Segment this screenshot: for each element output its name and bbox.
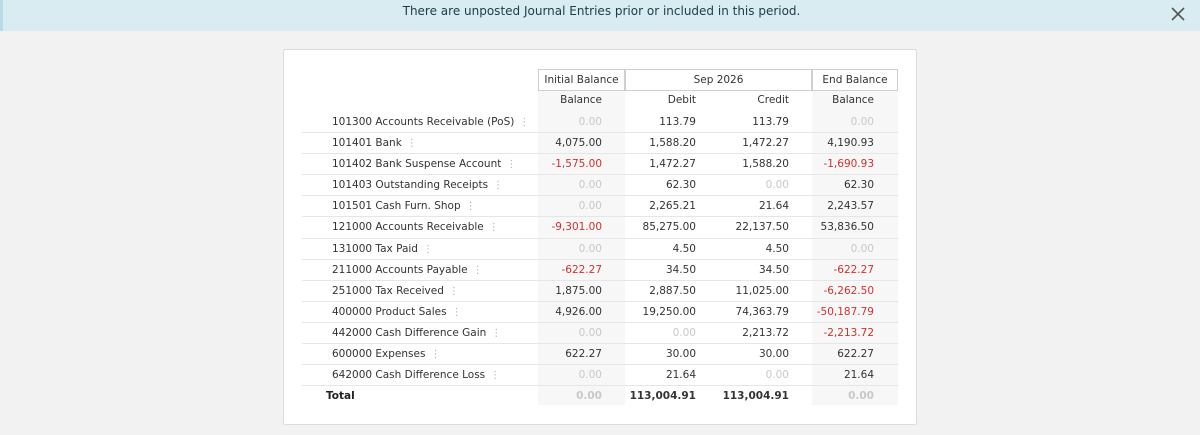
initial-balance-value[interactable]: 0.00	[578, 369, 602, 382]
account-label: 121000 Accounts Receivable	[332, 221, 484, 234]
account-label: 442000 Cash Difference Gain	[332, 326, 487, 339]
total-credit: 113,004.91	[722, 390, 789, 403]
header-initial-balance: Initial Balance	[538, 69, 625, 91]
table-row	[302, 344, 898, 365]
account-name[interactable]	[332, 217, 499, 238]
initial-balance-value[interactable]: 4,926.00	[555, 305, 602, 318]
account-label: 101300 Accounts Receivable (PoS)	[332, 116, 515, 128]
row-options-icon[interactable]: ⋮	[488, 222, 499, 234]
unposted-entries-alert	[0, 0, 1200, 31]
row-options-icon[interactable]: ⋮	[465, 201, 476, 213]
initial-balance-value[interactable]: 0.00	[578, 242, 602, 255]
account-label: 101401 Bank	[332, 137, 402, 150]
end-balance-value[interactable]: 21.64	[843, 369, 874, 382]
credit-value[interactable]: 34.50	[758, 263, 789, 276]
credit-value[interactable]: 22,137.50	[735, 221, 789, 234]
account-label: 600000 Expenses	[332, 348, 426, 361]
table-row	[302, 133, 898, 154]
credit-value[interactable]: 74,363.79	[735, 305, 789, 318]
subheader-initial-balance: Balance	[560, 94, 602, 106]
account-label: 101403 Outstanding Receipts	[332, 179, 489, 192]
subheader-debit: Debit	[667, 94, 696, 106]
account-label: 101501 Cash Furn. Shop	[332, 200, 461, 213]
account-label: 211000 Accounts Payable	[332, 263, 468, 276]
row-options-icon[interactable]: ⋮	[506, 159, 517, 171]
account-name[interactable]	[332, 344, 440, 365]
account-name[interactable]	[332, 323, 501, 344]
account-name[interactable]	[332, 365, 500, 386]
account-label: 101402 Bank Suspense Account	[332, 158, 502, 171]
debit-value[interactable]: 113.79	[659, 116, 696, 128]
debit-value[interactable]: 34.50	[665, 263, 696, 276]
initial-balance-value[interactable]: 0.00	[578, 200, 602, 213]
debit-value[interactable]: 21.64	[665, 369, 696, 382]
row-options-icon[interactable]: ⋮	[406, 138, 417, 150]
credit-value[interactable]: 113.79	[752, 116, 789, 128]
row-options-icon[interactable]: ⋮	[451, 306, 462, 318]
debit-value[interactable]: 4.50	[672, 242, 696, 255]
credit-value[interactable]: 1,472.27	[742, 137, 789, 150]
credit-value[interactable]: 1,588.20	[742, 158, 789, 171]
total-label: Total	[326, 390, 355, 403]
close-icon[interactable]	[1168, 4, 1188, 24]
row-options-icon[interactable]: ⋮	[448, 285, 459, 297]
table-row	[302, 260, 898, 281]
table-row	[302, 323, 898, 344]
subheader-credit: Credit	[757, 94, 789, 106]
table-row	[302, 196, 898, 217]
credit-value[interactable]: 21.64	[758, 200, 789, 213]
initial-balance-value[interactable]: 4,075.00	[555, 137, 602, 150]
alert-message: There are unposted Journal Entries prior or included in this period.	[402, 4, 801, 18]
credit-value[interactable]: 0.00	[765, 179, 789, 192]
row-options-icon[interactable]: ⋮	[430, 349, 441, 361]
row-options-icon[interactable]: ⋮	[422, 243, 433, 255]
total-initial-balance: 0.00	[576, 390, 602, 403]
table-row	[302, 175, 898, 196]
debit-value[interactable]: 2,887.50	[649, 284, 696, 297]
account-name[interactable]	[332, 260, 483, 281]
table-row	[302, 302, 898, 323]
account-label: 400000 Product Sales	[332, 305, 447, 318]
credit-value[interactable]: 30.00	[758, 348, 789, 361]
debit-value[interactable]: 0.00	[672, 326, 696, 339]
account-name[interactable]	[332, 154, 516, 175]
debit-value[interactable]: 2,265.21	[649, 200, 696, 213]
trial-balance-rows	[302, 112, 898, 407]
initial-balance-value[interactable]: 622.27	[565, 348, 602, 361]
end-balance-value[interactable]: -2,213.72	[823, 326, 874, 339]
account-name[interactable]	[332, 196, 476, 217]
initial-balance-value[interactable]: 0.00	[578, 116, 602, 128]
end-balance-value[interactable]: -50,187.79	[816, 305, 874, 318]
row-options-icon[interactable]: ⋮	[472, 264, 483, 276]
debit-value[interactable]: 1,588.20	[649, 137, 696, 150]
debit-value[interactable]: 19,250.00	[642, 305, 696, 318]
initial-balance-value[interactable]: 0.00	[578, 326, 602, 339]
credit-value[interactable]: 0.00	[765, 369, 789, 382]
debit-value[interactable]: 62.30	[665, 179, 696, 192]
total-debit: 113,004.91	[629, 390, 696, 403]
end-balance-value[interactable]: -622.27	[833, 263, 874, 276]
end-balance-value[interactable]: -6,262.50	[823, 284, 874, 297]
account-label: 251000 Tax Received	[332, 284, 444, 297]
account-label: 131000 Tax Paid	[332, 242, 418, 255]
credit-value[interactable]: 2,213.72	[742, 326, 789, 339]
account-name[interactable]	[332, 112, 529, 133]
end-balance-value[interactable]: 4,190.93	[827, 137, 874, 150]
table-row	[302, 239, 898, 260]
initial-balance-value[interactable]: 1,875.00	[555, 284, 602, 297]
end-balance-value[interactable]: -1,690.93	[823, 158, 874, 171]
table-row	[302, 281, 898, 302]
initial-balance-value[interactable]: 0.00	[578, 179, 602, 192]
initial-balance-value[interactable]: -622.27	[561, 263, 602, 276]
end-balance-value[interactable]: 2,243.57	[827, 200, 874, 213]
subheader-end-balance: Balance	[832, 94, 874, 106]
account-label: 642000 Cash Difference Loss	[332, 369, 486, 382]
row-options-icon[interactable]: ⋮	[490, 370, 501, 382]
header-end-balance: End Balance	[812, 69, 898, 91]
table-row	[302, 365, 898, 386]
end-balance-value[interactable]: 53,836.50	[820, 221, 874, 234]
total-end-balance: 0.00	[848, 390, 874, 403]
end-balance-value[interactable]: 622.27	[837, 348, 874, 361]
end-balance-value[interactable]: 0.00	[850, 116, 874, 128]
debit-value[interactable]: 1,472.27	[649, 158, 696, 171]
row-options-icon[interactable]: ⋮	[519, 117, 530, 128]
trial-balance-card	[283, 49, 917, 425]
row-options-icon[interactable]: ⋮	[493, 180, 504, 192]
account-name[interactable]	[332, 239, 433, 260]
header-period: Sep 2026	[625, 69, 812, 91]
total-row	[302, 386, 898, 407]
initial-balance-value[interactable]: -9,301.00	[551, 221, 602, 234]
initial-balance-value[interactable]: -1,575.00	[551, 158, 602, 171]
account-name[interactable]	[332, 175, 503, 196]
debit-value[interactable]: 30.00	[665, 348, 696, 361]
account-name[interactable]	[332, 302, 462, 323]
credit-value[interactable]: 11,025.00	[735, 284, 789, 297]
account-name[interactable]	[332, 281, 459, 302]
end-balance-value[interactable]: 0.00	[850, 242, 874, 255]
debit-value[interactable]: 85,275.00	[642, 221, 696, 234]
end-balance-value[interactable]: 62.30	[843, 179, 874, 192]
row-options-icon[interactable]: ⋮	[491, 327, 502, 339]
account-name[interactable]	[332, 133, 417, 154]
table-row	[302, 217, 898, 238]
credit-value[interactable]: 4.50	[765, 242, 789, 255]
table-row	[302, 154, 898, 175]
table-row	[302, 112, 898, 133]
